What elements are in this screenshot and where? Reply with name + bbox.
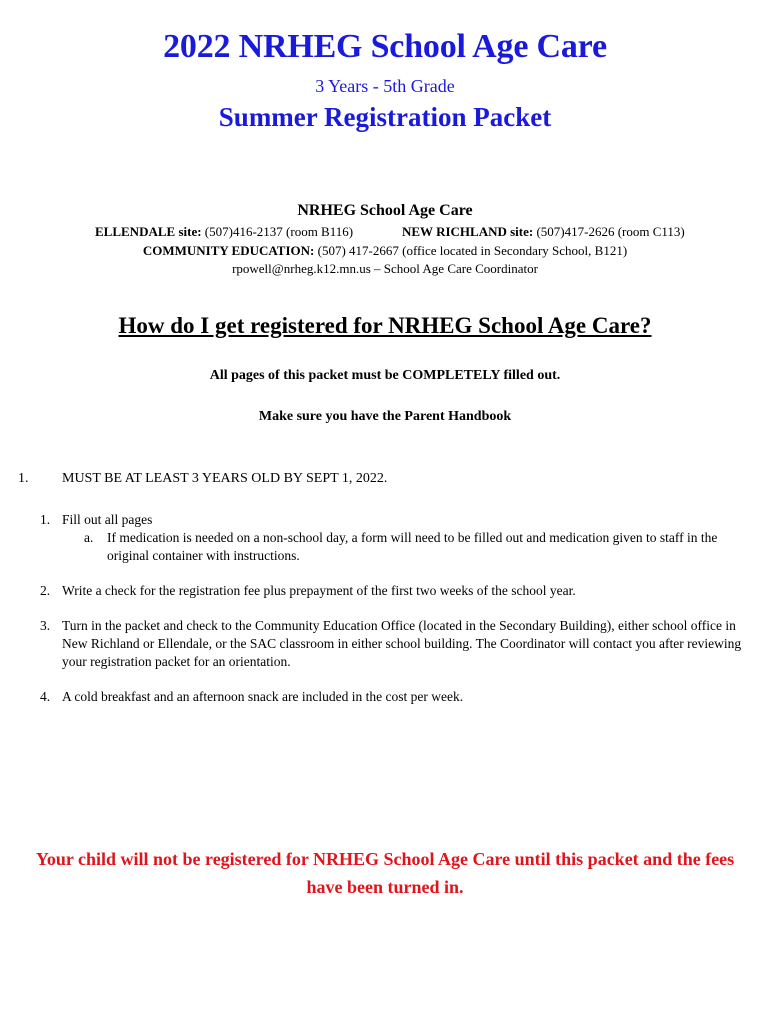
step-item — [40, 688, 756, 706]
handbook-note: Make sure you have the Parent Handbook — [258, 409, 512, 424]
step-item — [40, 582, 756, 600]
ellendale-contact — [95, 224, 353, 240]
community-label: COMMUNITY EDUCATION: — [142, 243, 315, 258]
step-number: 3. — [40, 618, 51, 633]
step-number: 2. — [40, 583, 51, 598]
org-name: NRHEG School Age Care — [297, 202, 473, 219]
requirement-number: 1. — [18, 471, 29, 486]
community-phone: (507) 417-2667 (office located in Secondary School, B121) — [314, 243, 628, 258]
ellendale-phone: (507)416-2137 (room B116) — [201, 224, 354, 239]
sub-step-item — [62, 529, 756, 565]
step-text: Turn in the packet and check to the Community Education Office (located in the Secondary Building), either school office in New Richland or Ellendale, or the SAC classroom in either school building. The Coordinator will contact you after reviewing your registration packet for an orientation. — [62, 618, 742, 669]
step-text: A cold breakfast and an afternoon snack are included in the cost per week. — [62, 689, 464, 704]
step-number: 1. — [40, 512, 51, 527]
section-heading: How do I get registered for NRHEG School Age Care? — [118, 313, 652, 338]
community-education-contact — [0, 243, 770, 259]
sub-step-number: a. — [84, 530, 94, 545]
grade-range: 3 Years - 5th Grade — [315, 76, 455, 96]
age-requirement: MUST BE AT LEAST 3 YEARS OLD BY SEPT 1, 2022. — [62, 471, 388, 486]
step-text: Write a check for the registration fee plus prepayment of the first two weeks of the school year. — [62, 583, 576, 598]
newrichland-label: NEW RICHLAND site: — [402, 224, 534, 239]
registration-warning: Your child will not be registered for NRHEG School Age Care until this packet and the fees have been turned in. — [35, 849, 735, 897]
document-title: 2022 NRHEG School Age Care — [163, 28, 607, 65]
packet-title: Summer Registration Packet — [218, 102, 552, 132]
step-text: Fill out all pages — [62, 512, 153, 527]
step-number: 4. — [40, 689, 51, 704]
completion-note: All pages of this packet must be COMPLETELY filled out. — [209, 368, 561, 383]
newrichland-contact — [402, 224, 685, 240]
coordinator-email: rpowell@nrheg.k12.mn.us – School Age Care Coordinator — [232, 261, 538, 276]
step-item — [40, 617, 756, 671]
newrichland-phone: (507)417-2626 (room C113) — [533, 224, 685, 239]
registration-steps — [40, 511, 756, 723]
step-item — [40, 511, 756, 565]
ellendale-label: ELLENDALE site: — [95, 224, 202, 239]
sub-step-text: If medication is needed on a non-school day, a form will need to be filled out and medication given to staff in the original container with instructions. — [107, 530, 718, 563]
